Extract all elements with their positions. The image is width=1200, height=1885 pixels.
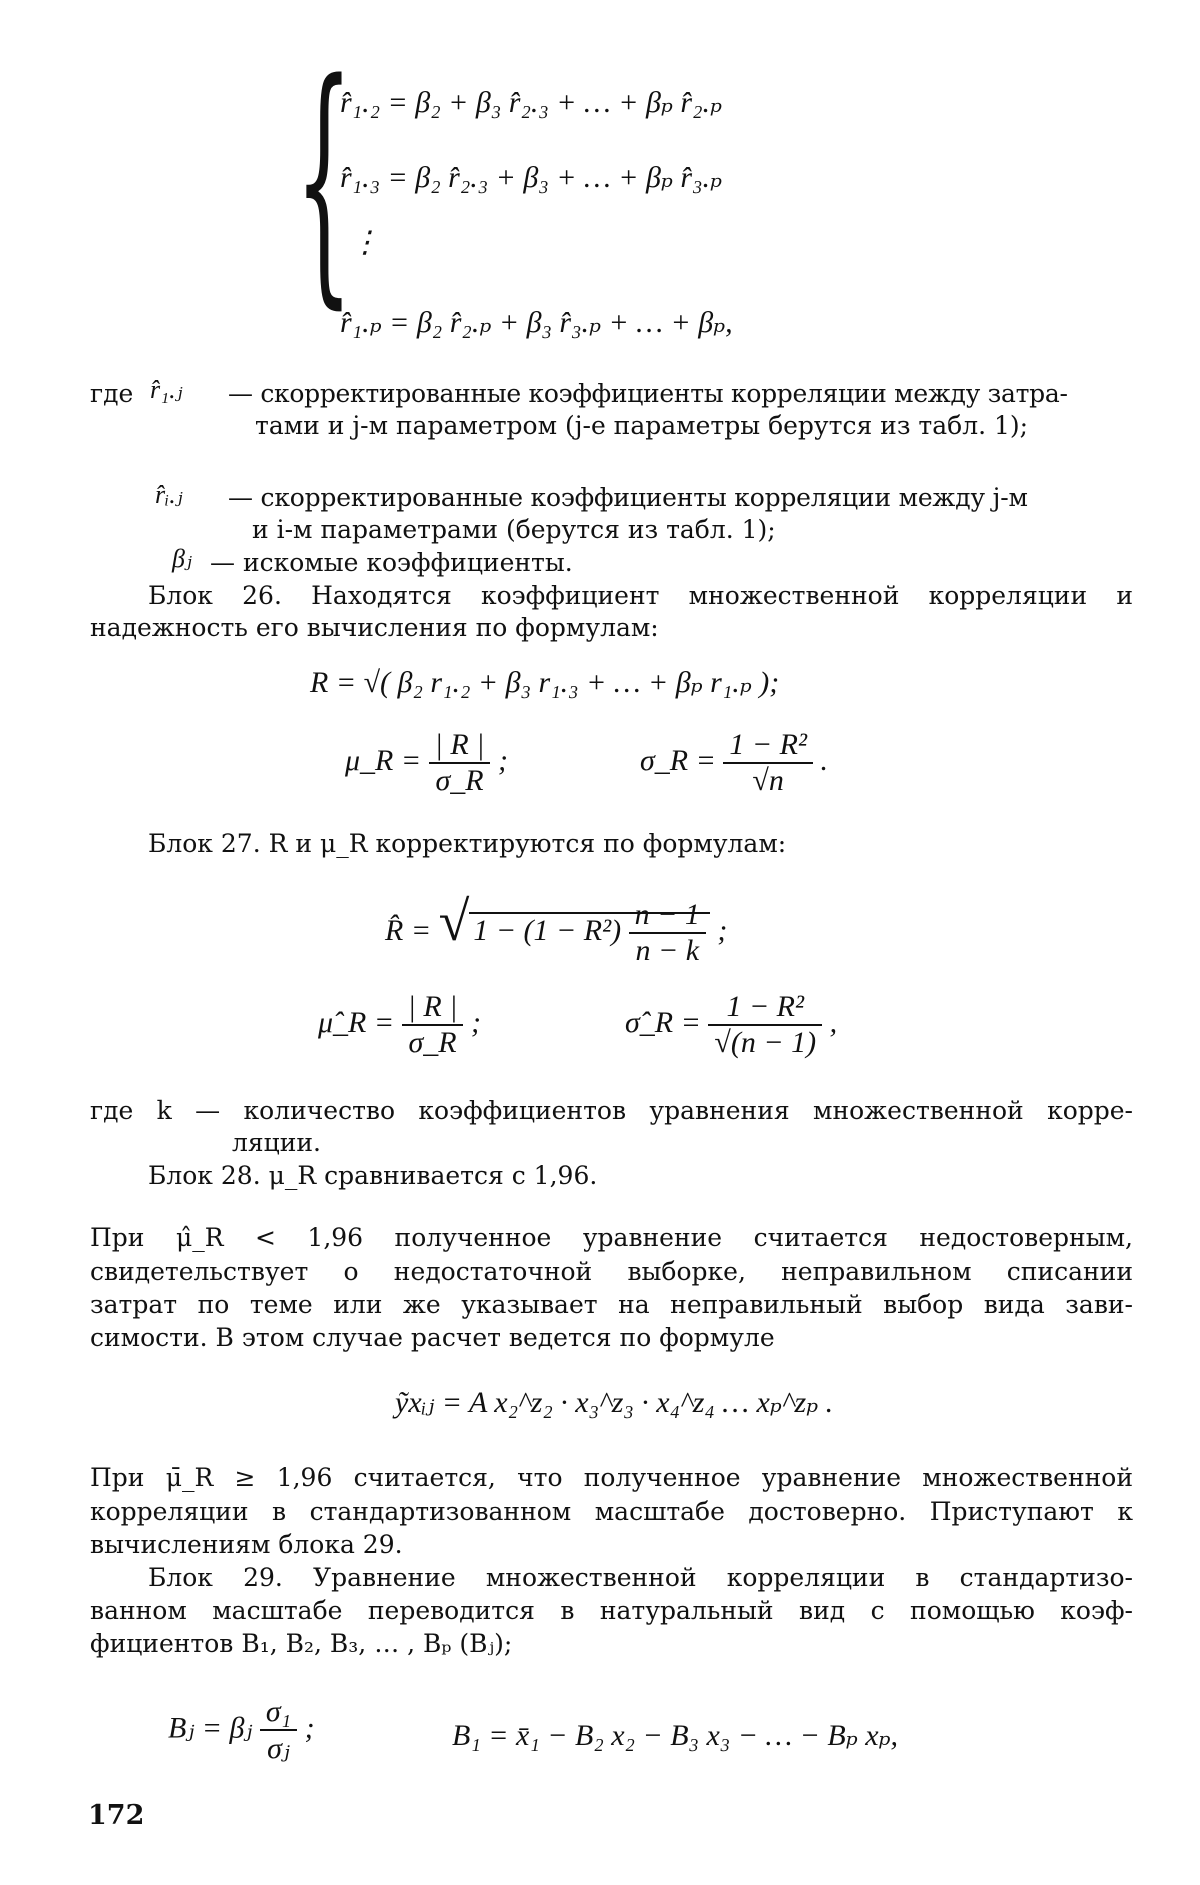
mu-R-formula [345,728,508,798]
Bj-fraction [260,1695,297,1766]
mu-hat-end: ; [470,1005,481,1039]
sigma-hat-denominator: √(n − 1) [714,1026,817,1059]
block28-p2-line3: вычислениям блока 29. [90,1530,403,1559]
where-lead: где [90,379,134,408]
R-hat-left: R̂ = [385,914,432,947]
def2-line2: и i-м параметрами (берутся из табл. 1); [252,515,776,544]
block29-line1: Блок 29. Уравнение множественной корреляции в стандартизо- [148,1563,1133,1592]
Bj-end: ; [304,1711,315,1745]
block29-line3: фициентов B₁, B₂, B₃, … , Bₚ (Bⱼ); [90,1629,513,1658]
mu-R-end: ; [497,743,508,777]
block28-p2-line1: При μ̄_R ≥ 1,96 считается, что полученное уравнение множественной [90,1463,1133,1492]
system-line-4: r̂₁.ₚ = β₂ r̂₂.ₚ + β₃ r̂₃.ₚ + … + βₚ, [340,306,733,339]
sigma-R-formula [640,728,828,798]
mu-R-left: μ_R = [345,743,422,777]
R-hat-numerator: n − 1 [629,898,706,934]
sigma-R-left: σ_R = [640,743,716,777]
block28-p1-line2: свидетельствует о недостаточной выборке, неправильном списании [90,1257,1133,1286]
R-hat-formula: R̂ = √ 1 − (1 − R²) $\frac{n - 1}{n - k}$ ; [385,891,728,968]
system-line-1: r̂₁.₂ = β₂ + β₃ r̂₂.₃ + … + βₚ r̂₂.ₚ [340,86,723,119]
def1-symbol: r̂₁.ⱼ [150,375,183,404]
mu-R-denominator: σ_R [435,764,484,797]
sigma-R-end: . [820,743,828,777]
Bj-denominator: σⱼ [267,1732,290,1765]
where-k-line2: ляции. [232,1128,322,1157]
def1-line2: тами и j-м параметром (j-е параметры берутся из табл. 1); [255,411,1029,440]
system-line-2: r̂₁.₃ = β₂ r̂₂.₃ + β₃ + … + βₚ r̂₃.ₚ [340,161,723,194]
mu-hat-left: μ̂_R = [318,1005,395,1039]
Bj-formula [168,1695,315,1766]
sigma-hat-left: σ̂_R = [625,1005,701,1039]
block28-p1-line3: затрат по теме или же указывает на неправильный выбор вида зави- [90,1290,1133,1319]
B1-formula: B₁ = x̄₁ − B₂ x₂ − B₃ x₃ − … − Bₚ xₚ, [452,1719,899,1752]
system-brace: { [295,29,353,331]
sigma-R-numerator: 1 − R² [723,728,813,764]
block28-p1-line4: симости. В этом случае расчет ведется по формуле [90,1323,775,1352]
sigma-hat-formula [625,990,837,1060]
page-number: 172 [88,1800,145,1831]
def3-symbol: βⱼ [172,544,192,573]
mu-R-fraction [429,728,491,798]
mu-hat-numerator: | R | [402,990,464,1026]
mu-hat-formula [318,990,481,1060]
block27-line1: Блок 27. R и μ_R корректируются по формулам: [148,829,787,858]
def2-line1: — скорректированные коэффициенты корреляции между j-м [228,483,1028,512]
block26-line2: надежность его вычисления по формулам: [90,613,659,642]
R-hat-fraction [629,898,706,968]
block28-p2-line2: корреляции в стандартизованном масштабе достоверно. Приступают к [90,1497,1133,1526]
sigma-R-denominator: √n [752,764,784,797]
mu-R-numerator: | R | [429,728,491,764]
Bj-left: Bⱼ = βⱼ [168,1711,253,1745]
def3-text: — искомые коэффициенты. [210,548,573,577]
formula-y: ỹxᵢⱼ = A x₂^z₂ · x₃^z₃ · x₄^z₄ … xₚ^zₚ . [395,1386,834,1419]
block28-p1-line1: При μ̂_R < 1,96 полученное уравнение считается недостоверным, [90,1223,1133,1252]
R-hat-radicand: 1 − (1 − R²) $\frac{n - 1}{n - k}$ [469,912,710,947]
system-line-3: ⋮ [350,226,380,259]
R-hat-denominator: n − k [635,934,700,968]
sigma-hat-fraction [708,990,822,1060]
def1-line1: — скорректированные коэффициенты корреляции между затра- [228,379,1068,408]
block29-line2: ванном масштабе переводится в натуральный вид с помощью коэф- [90,1596,1133,1625]
mu-hat-fraction [402,990,464,1060]
block28-line1: Блок 28. μ_R сравнивается с 1,96. [148,1161,598,1190]
def2-symbol: r̂ᵢ.ⱼ [155,480,183,509]
where-k-line1: где k — количество коэффициентов уравнения множественной корре- [90,1096,1133,1125]
R-hat-end: ; [717,914,728,947]
mu-hat-denominator: σ_R [408,1026,457,1059]
formula-R: R = √( β₂ r₁.₂ + β₃ r₁.₃ + … + βₚ r₁.ₚ ); [310,666,780,699]
sigma-hat-numerator: 1 − R² [708,990,822,1026]
Bj-numerator: σ₁ [260,1695,297,1731]
sigma-R-fraction [723,728,813,798]
block26-line1: Блок 26. Находятся коэффициент множественной корреляции и [148,581,1133,610]
sigma-hat-end: , [829,1005,838,1039]
